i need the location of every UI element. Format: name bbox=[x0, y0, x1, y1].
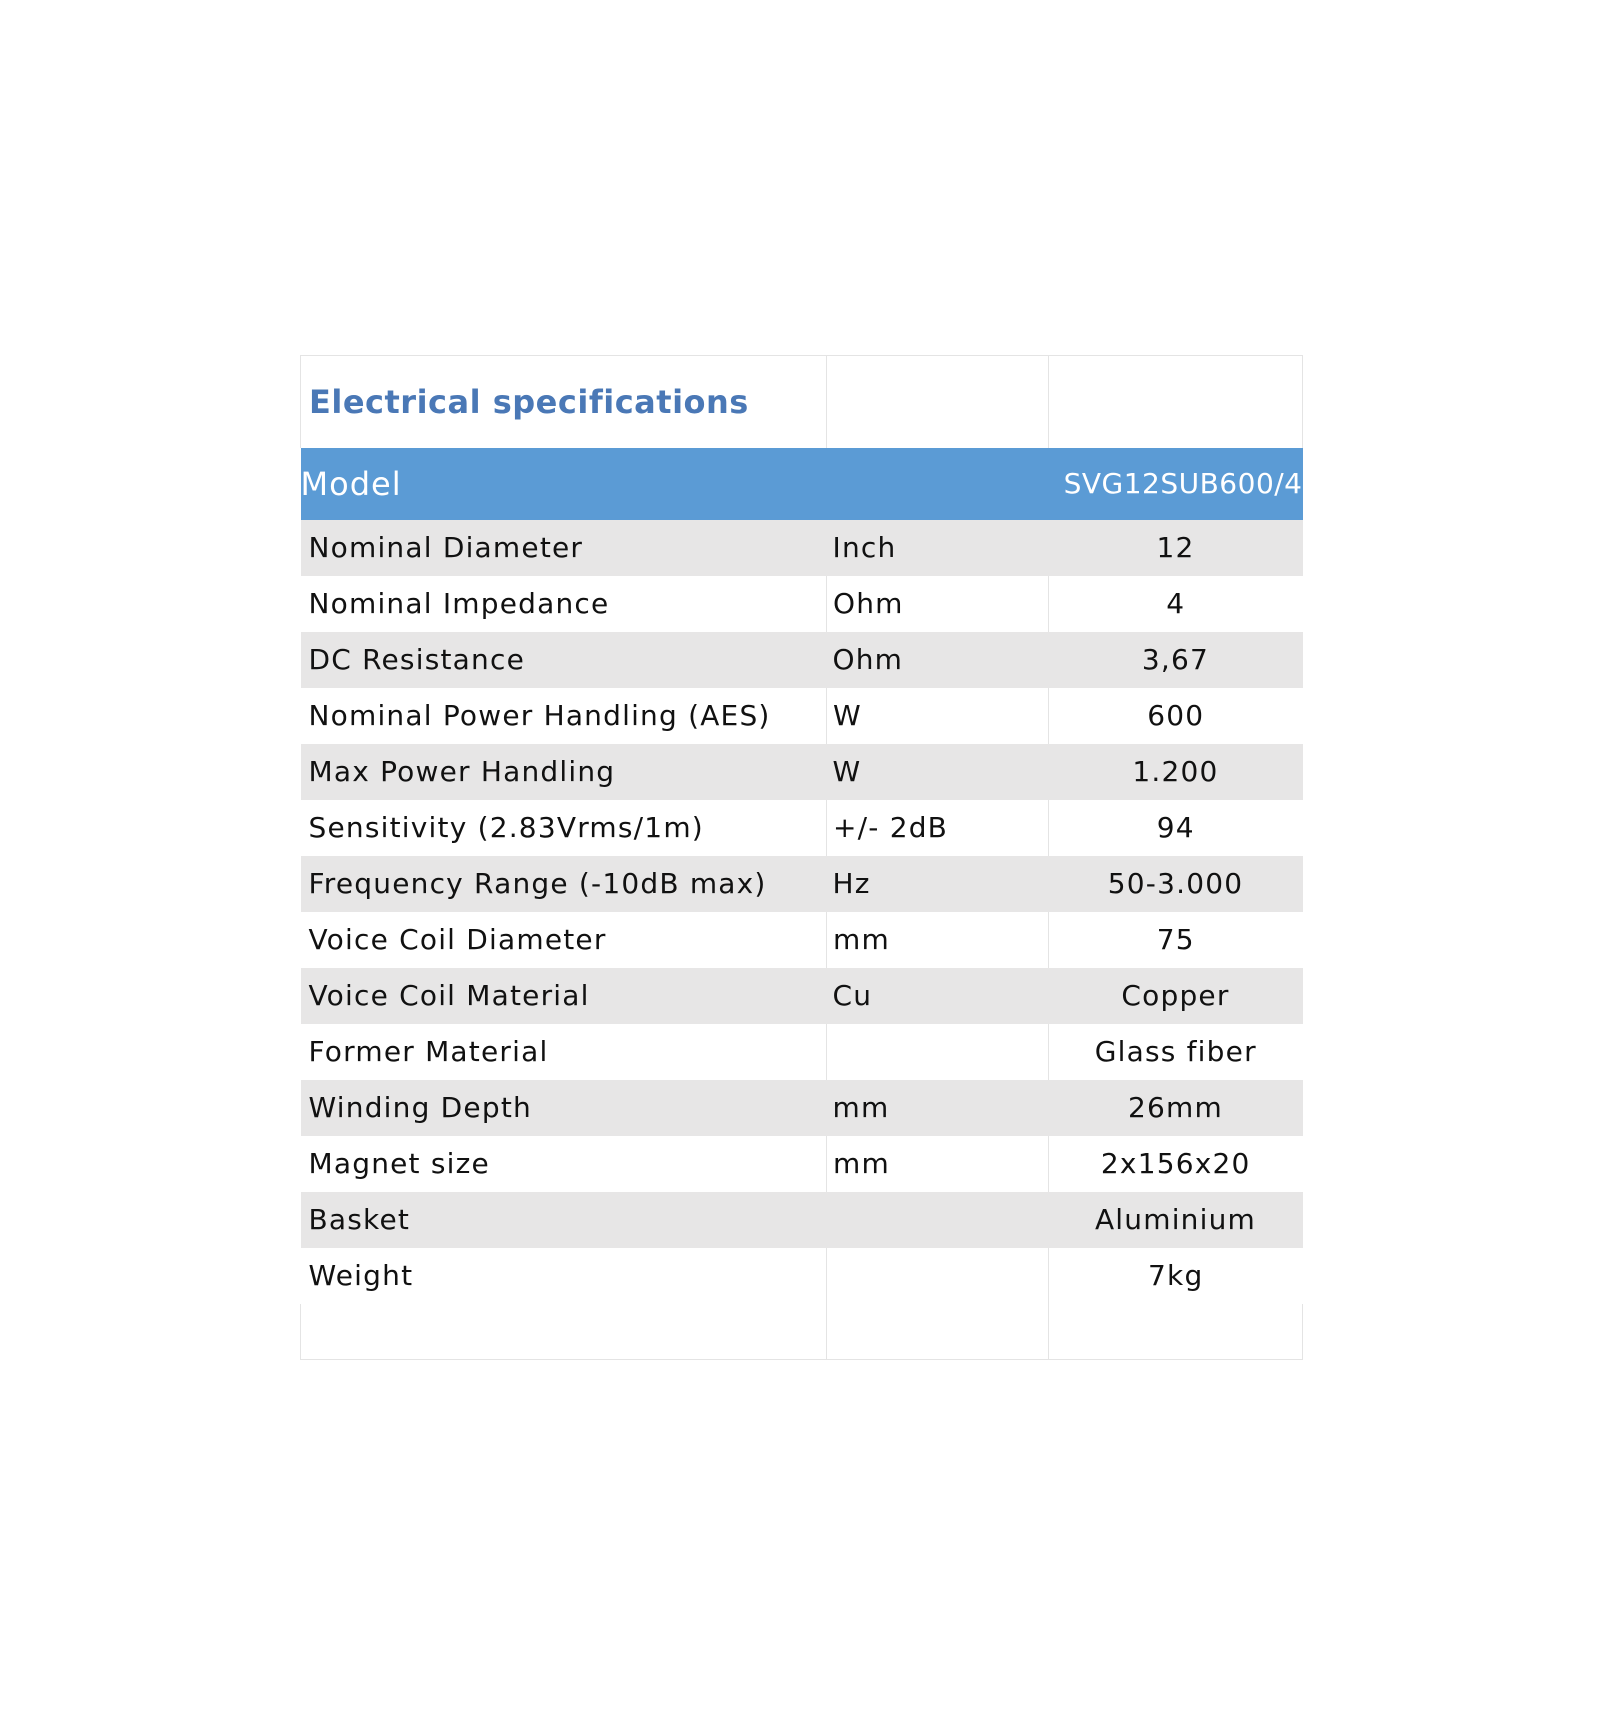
spec-value: 4 bbox=[1049, 576, 1303, 632]
title-empty-cell bbox=[827, 356, 1049, 448]
spec-label: Winding Depth bbox=[301, 1080, 827, 1136]
spec-label: Nominal Power Handling (AES) bbox=[301, 688, 827, 744]
empty-cell bbox=[301, 1304, 827, 1360]
table-row bbox=[301, 520, 1303, 576]
empty-cell bbox=[827, 1304, 1049, 1360]
spec-unit: Inch bbox=[827, 520, 1049, 576]
table-row bbox=[301, 1136, 1303, 1192]
title-empty-cell bbox=[1049, 356, 1303, 448]
table-row bbox=[301, 1024, 1303, 1080]
spec-rows bbox=[301, 520, 1303, 1304]
specifications-table bbox=[300, 355, 1303, 1360]
spec-unit: mm bbox=[827, 912, 1049, 968]
spec-unit bbox=[827, 1024, 1049, 1080]
empty-footer-row bbox=[301, 1304, 1303, 1360]
spec-value: 1.200 bbox=[1049, 744, 1303, 800]
spec-value: 94 bbox=[1049, 800, 1303, 856]
spec-label: Frequency Range (-10dB max) bbox=[301, 856, 827, 912]
spec-unit: Ohm bbox=[827, 576, 1049, 632]
model-empty-cell bbox=[827, 448, 1049, 520]
spec-unit: Ohm bbox=[827, 632, 1049, 688]
model-label: Model bbox=[301, 448, 827, 520]
spec-label: Former Material bbox=[301, 1024, 827, 1080]
spec-unit bbox=[827, 1192, 1049, 1248]
table-title: Electrical specifications bbox=[309, 382, 749, 421]
spec-value: 50-3.000 bbox=[1049, 856, 1303, 912]
spec-unit bbox=[827, 1248, 1049, 1304]
spec-label: Sensitivity (2.83Vrms/1m) bbox=[301, 800, 827, 856]
model-header-row bbox=[301, 448, 1303, 520]
empty-cell bbox=[1049, 1304, 1303, 1360]
spec-label: Weight bbox=[301, 1248, 827, 1304]
table-row bbox=[301, 912, 1303, 968]
spec-label: Magnet size bbox=[301, 1136, 827, 1192]
table-row bbox=[301, 800, 1303, 856]
table-row bbox=[301, 632, 1303, 688]
table-row bbox=[301, 856, 1303, 912]
spec-value: 12 bbox=[1049, 520, 1303, 576]
spec-label: Nominal Impedance bbox=[301, 576, 827, 632]
title-row bbox=[301, 356, 1303, 448]
table-row bbox=[301, 1080, 1303, 1136]
spec-unit: W bbox=[827, 744, 1049, 800]
spec-unit: W bbox=[827, 688, 1049, 744]
spec-label: DC Resistance bbox=[301, 632, 827, 688]
spec-unit: Hz bbox=[827, 856, 1049, 912]
spec-value: Glass fiber bbox=[1049, 1024, 1303, 1080]
table-row bbox=[301, 1248, 1303, 1304]
spec-unit: mm bbox=[827, 1080, 1049, 1136]
spec-value: Copper bbox=[1049, 968, 1303, 1024]
spec-label: Voice Coil Material bbox=[301, 968, 827, 1024]
spec-value: Aluminium bbox=[1049, 1192, 1303, 1248]
table-row bbox=[301, 688, 1303, 744]
table-row bbox=[301, 968, 1303, 1024]
table-row bbox=[301, 1192, 1303, 1248]
spec-value: 600 bbox=[1049, 688, 1303, 744]
spec-value: 3,67 bbox=[1049, 632, 1303, 688]
table-row bbox=[301, 744, 1303, 800]
spec-value: 26mm bbox=[1049, 1080, 1303, 1136]
spec-value: 75 bbox=[1049, 912, 1303, 968]
spec-value: 2x156x20 bbox=[1049, 1136, 1303, 1192]
spec-label: Basket bbox=[301, 1192, 827, 1248]
spec-unit: Cu bbox=[827, 968, 1049, 1024]
spec-label: Voice Coil Diameter bbox=[301, 912, 827, 968]
spec-unit: mm bbox=[827, 1136, 1049, 1192]
title-cell bbox=[301, 356, 827, 448]
model-value: SVG12SUB600/4 bbox=[1049, 448, 1303, 520]
spec-label: Nominal Diameter bbox=[301, 520, 827, 576]
spec-unit: +/- 2dB bbox=[827, 800, 1049, 856]
spec-label: Max Power Handling bbox=[301, 744, 827, 800]
spec-value: 7kg bbox=[1049, 1248, 1303, 1304]
table-row bbox=[301, 576, 1303, 632]
